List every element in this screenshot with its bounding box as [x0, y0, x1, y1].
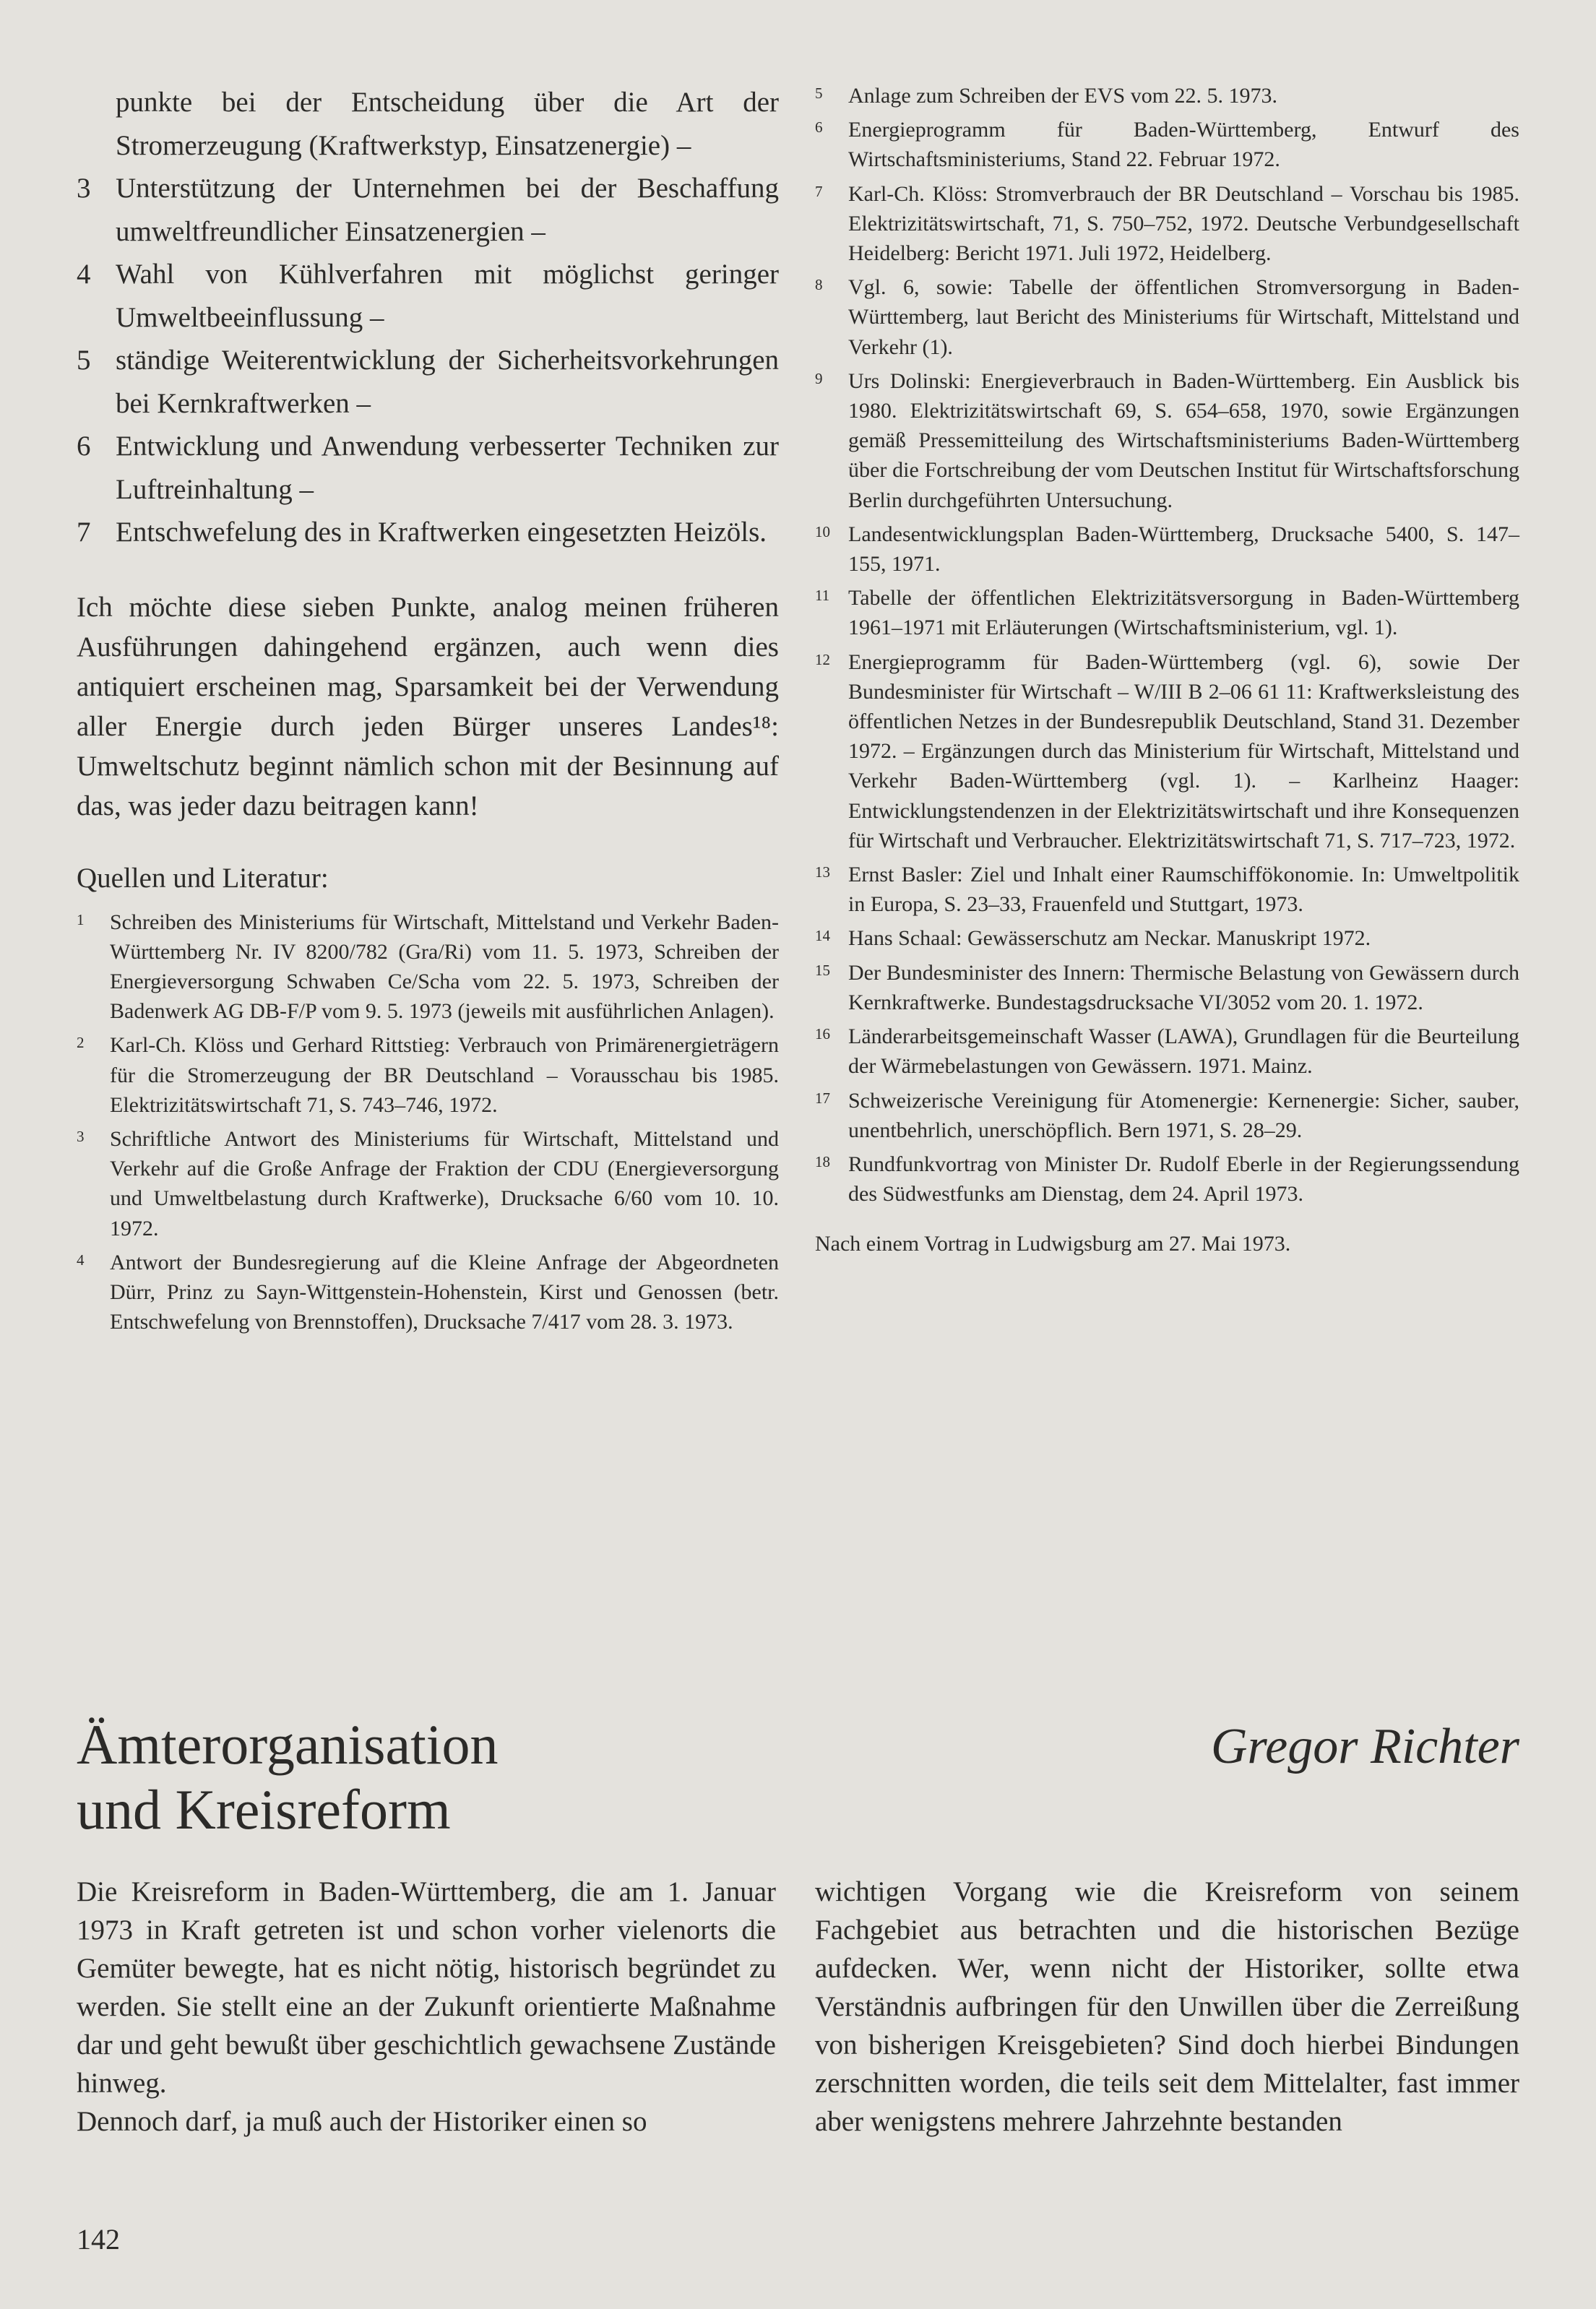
- footnote-text: Antwort der Bundesregierung auf die Kleine Anfrage der Abgeordneten Dürr, Prinz zu Sayn-Wittgenstein-Hohenstein, Kirst und Genossen (betr. Entschwefelung von Brennstoffen), Drucksache 7/417 vom 28. 3. 1973.: [110, 1250, 779, 1334]
- numbered-list: [77, 81, 779, 554]
- list-item-number: 7: [77, 517, 91, 548]
- footnote-number: 11: [815, 587, 830, 605]
- footnote-number: 14: [815, 927, 830, 945]
- list-item-number: 5: [77, 345, 91, 376]
- list-item-text: ständige Weiterentwicklung der Sicherheitsvorkehrungen bei Kernkraftwerken –: [116, 345, 779, 419]
- footnote: [815, 366, 1519, 515]
- article-title-line-1: Ämterorganisation: [77, 1713, 499, 1776]
- footnote: [77, 907, 779, 1027]
- footnote-text: Schweizerische Vereinigung für Atomenergie: Kernenergie: Sicher, sauber, unentbehrlich, unerschöpflich. Bern 1971, S. 28–29.: [848, 1088, 1519, 1142]
- footnote-number: 5: [815, 85, 823, 102]
- footnote-number: 17: [815, 1089, 830, 1107]
- footnote-text: Ernst Basler: Ziel und Inhalt einer Raumschiffökonomie. In: Umweltpolitik in Europa, S. 23–33, Frauenfeld und Stuttgart, 1973.: [848, 863, 1519, 917]
- footnote: [815, 272, 1519, 362]
- article-paragraph: Die Kreisreform in Baden-Württemberg, die am 1. Januar 1973 in Kraft getreten ist und schon vorher vielenorts die Gemüter bewegte, hat es nicht nötig, historisch begründet zu werden. Sie stellt eine an der Zukunft orientierte Maßnahme dar und geht bewußt über geschichtlich gewachsene Zustände hinweg.: [77, 1876, 776, 2099]
- footnote: [815, 519, 1519, 579]
- list-item-text: Wahl von Kühlverfahren mit möglichst geringer Umweltbeeinflussung –: [116, 259, 779, 333]
- article-title-line-2: und Kreisreform: [77, 1778, 451, 1841]
- footnote-number: 2: [77, 1034, 85, 1052]
- footnote: [815, 115, 1519, 174]
- article-paragraph: Dennoch darf, ja muß auch der Historiker einen so: [77, 2106, 647, 2137]
- sources-heading: Quellen und Literatur:: [77, 862, 329, 894]
- footnote-number: 7: [815, 182, 823, 200]
- footnote-text: Anlage zum Schreiben der EVS vom 22. 5. 1973.: [848, 84, 1278, 108]
- footnote-text: Schreiben des Ministeriums für Wirtschaft, Mittelstand und Verkehr Baden-Württemberg Nr. IV 8200/782 (Gra/Ri) vom 11. 5. 1973, Schreiben der Energieversorgung Schwaben Ce/Scha vom 22. 5. 1973, Schreiben der Badenwerk AG DB-F/P vom 9. 5. 1973 (jeweils mit ausführlichen Anlagen).: [110, 910, 779, 1024]
- article-title: [77, 1712, 498, 1842]
- list-item-number: 4: [77, 259, 91, 290]
- list-item-number: 6: [77, 431, 91, 462]
- footnote-number: 15: [815, 961, 830, 979]
- footnote-number: 16: [815, 1025, 830, 1043]
- list-item: [77, 167, 779, 253]
- article-author: Gregor Richter: [1210, 1719, 1519, 1774]
- footnote-text: Schriftliche Antwort des Ministeriums für Wirtschaft, Mittelstand und Verkehr auf die Große Anfrage der Fraktion der CDU (Energieversorgung und Umweltbelastung durch Kraftwerke), Drucksache 6/60 vom 10. 10. 1972.: [110, 1126, 779, 1240]
- list-item-text: Entwicklung und Anwendung verbesserter Techniken zur Luftreinhaltung –: [116, 431, 779, 505]
- list-item: [77, 339, 779, 425]
- list-item-number: [77, 81, 116, 167]
- footnote: [815, 583, 1519, 642]
- footnote: [815, 860, 1519, 919]
- footnote-text: Der Bundesminister des Innern: Thermische Belastung von Gewässern durch Kernkraftwerke. Bundestagsdrucksache VI/3052 vom 20. 1. 1972.: [848, 960, 1519, 1014]
- footnote: [815, 1086, 1519, 1145]
- list-item-text: punkte bei der Entscheidung über die Art der Stromerzeugung (Kraftwerkstyp, Einsatzenergie) –: [116, 87, 779, 161]
- footnote-number: 4: [77, 1251, 85, 1269]
- footnote: [815, 923, 1519, 953]
- footnote-text: Tabelle der öffentlichen Elektrizitätsversorgung in Baden-Württemberg 1961–1971 mit Erläuterungen (Wirtschaftsministerium, vgl. 1).: [848, 586, 1519, 640]
- list-item: [77, 81, 779, 167]
- list-item-number: 3: [77, 173, 91, 204]
- footnote-text: Energieprogramm für Baden-Württemberg, Entwurf des Wirtschaftsministeriums, Stand 22. Februar 1972.: [848, 118, 1519, 172]
- footnote-number: 13: [815, 863, 830, 881]
- list-item: [77, 253, 779, 339]
- article-right-column: [815, 1873, 1519, 2141]
- list-item-text: Unterstützung der Unternehmen bei der Beschaffung umweltfreundlicher Einsatzenergien –: [116, 173, 779, 247]
- footnote-text: Hans Schaal: Gewässerschutz am Neckar. Manuskript 1972.: [848, 926, 1371, 951]
- footnote: [815, 1149, 1519, 1209]
- footnote-number: 18: [815, 1152, 830, 1170]
- footnote-text: Vgl. 6, sowie: Tabelle der öffentlichen Stromversorgung in Baden-Württemberg, laut Bericht des Ministeriums für Wirtschaft, Mittelstand und Verkehr (1).: [848, 275, 1519, 359]
- footnotes-right: [815, 81, 1519, 1209]
- footnote: [77, 1124, 779, 1243]
- footnote: [77, 1248, 779, 1337]
- footnote-text: Länderarbeitsgemeinschaft Wasser (LAWA), Grundlagen für die Beurteilung der Wärmebelastungen von Gewässern. 1971. Mainz.: [848, 1024, 1519, 1079]
- list-item: [77, 511, 779, 554]
- footnote-number: 10: [815, 522, 830, 540]
- article-left-column: [77, 1873, 776, 2141]
- footnote-number: 1: [77, 910, 85, 928]
- footnote: [815, 1022, 1519, 1081]
- lecture-note: Nach einem Vortrag in Ludwigsburg am 27. Mai 1973.: [815, 1232, 1291, 1256]
- footnote: [815, 81, 1519, 111]
- footnote-text: Energieprogramm für Baden-Württemberg (vgl. 6), sowie Der Bundesminister für Wirtschaft – W/III B 2–06 61 11: Kraftwerksleistung des öffentlichen Netzes in der Bundesrepublik Deutschland, Stand 31. Dezember 1972. – Ergänzungen durch das Ministerium für Wirtschaft, Mittelstand und Verkehr Baden-Württemberg (vgl. 1). – Karlheinz Haager: Entwicklungstendenzen in der Elektrizitätswirtschaft und ihre Konsequenzen für Wirtschaft und Verbraucher. Elektrizitätswirtschaft 71, S. 717–723, 1972.: [848, 649, 1519, 853]
- footnote-text: Rundfunkvortrag von Minister Dr. Rudolf Eberle in der Regierungssendung des Südwestfunks am Dienstag, dem 24. April 1973.: [848, 1152, 1519, 1207]
- top-right-column: [815, 81, 1519, 1259]
- footnote-number: 6: [815, 118, 823, 137]
- list-item: [77, 425, 779, 511]
- page-number: 142: [77, 2223, 120, 2256]
- footnote: [815, 179, 1519, 269]
- footnote: [77, 1030, 779, 1120]
- footnote-text: Karl-Ch. Klöss: Stromverbrauch der BR Deutschland – Vorschau bis 1985. Elektrizitätswirtschaft, 71, S. 750–752, 1972. Deutsche Verbundgesellschaft Heidelberg: Bericht 1971. Juli 1972, Heidelberg.: [848, 181, 1519, 266]
- footnotes-left: [77, 907, 779, 1337]
- list-item-text: Entschwefelung des in Kraftwerken eingesetzten Heizöls.: [116, 517, 767, 548]
- footnote-text: Urs Dolinski: Energieverbrauch in Baden-Württemberg. Ein Ausblick bis 1980. Elektrizitätswirtschaft 69, S. 654–658, 1970, sowie Ergänzungen gemäß Pressemitteilung des Wirtschaftsministeriums Baden-Württemberg über die Fortschreibung der vom Deutschen Institut für Wirtschaftsforschung Berlin durchgeführten Untersuchung.: [848, 368, 1519, 512]
- article-paragraph: wichtigen Vorgang wie die Kreisreform von seinem Fachgebiet aus betrachten und die historischen Bezüge aufdecken. Wer, wenn nicht der Historiker, sollte etwa Verständnis aufbringen für den Unwillen über die Zerreißung von bisherigen Kreisgebieten? Sind doch hierbei Bindungen zerschnitten worden, die teils seit dem Mittelalter, fast immer aber wenigstens mehrere Jahrzehnte bestanden: [815, 1876, 1519, 2137]
- footnote: [815, 958, 1519, 1017]
- top-left-column: [77, 81, 779, 1341]
- footnote-text: Karl-Ch. Klöss und Gerhard Rittstieg: Verbrauch von Primärenergieträgern für die Stromerzeugung der BR Deutschland – Vorausschau bis 1985. Elektrizitätswirtschaft 71, S. 743–746, 1972.: [110, 1033, 779, 1117]
- footnote-text: Landesentwicklungsplan Baden-Württemberg, Drucksache 5400, S. 147–155, 1971.: [848, 522, 1519, 577]
- conclusion-paragraph: Ich möchte diese sieben Punkte, analog meinen früheren Ausführungen dahingehend ergänzen, auch wenn dies antiquiert erscheinen mag, Sparsamkeit bei der Verwendung aller Energie durch jeden Bürger unseres Landes¹⁸: Umweltschutz beginnt nämlich schon mit der Besinnung auf das, was jeder dazu beitragen kann!: [77, 591, 779, 821]
- footnote-number: 12: [815, 650, 830, 668]
- footnote-number: 9: [815, 369, 823, 387]
- footnote-number: 3: [77, 1127, 85, 1145]
- footnote: [815, 647, 1519, 855]
- footnote-number: 8: [815, 276, 823, 294]
